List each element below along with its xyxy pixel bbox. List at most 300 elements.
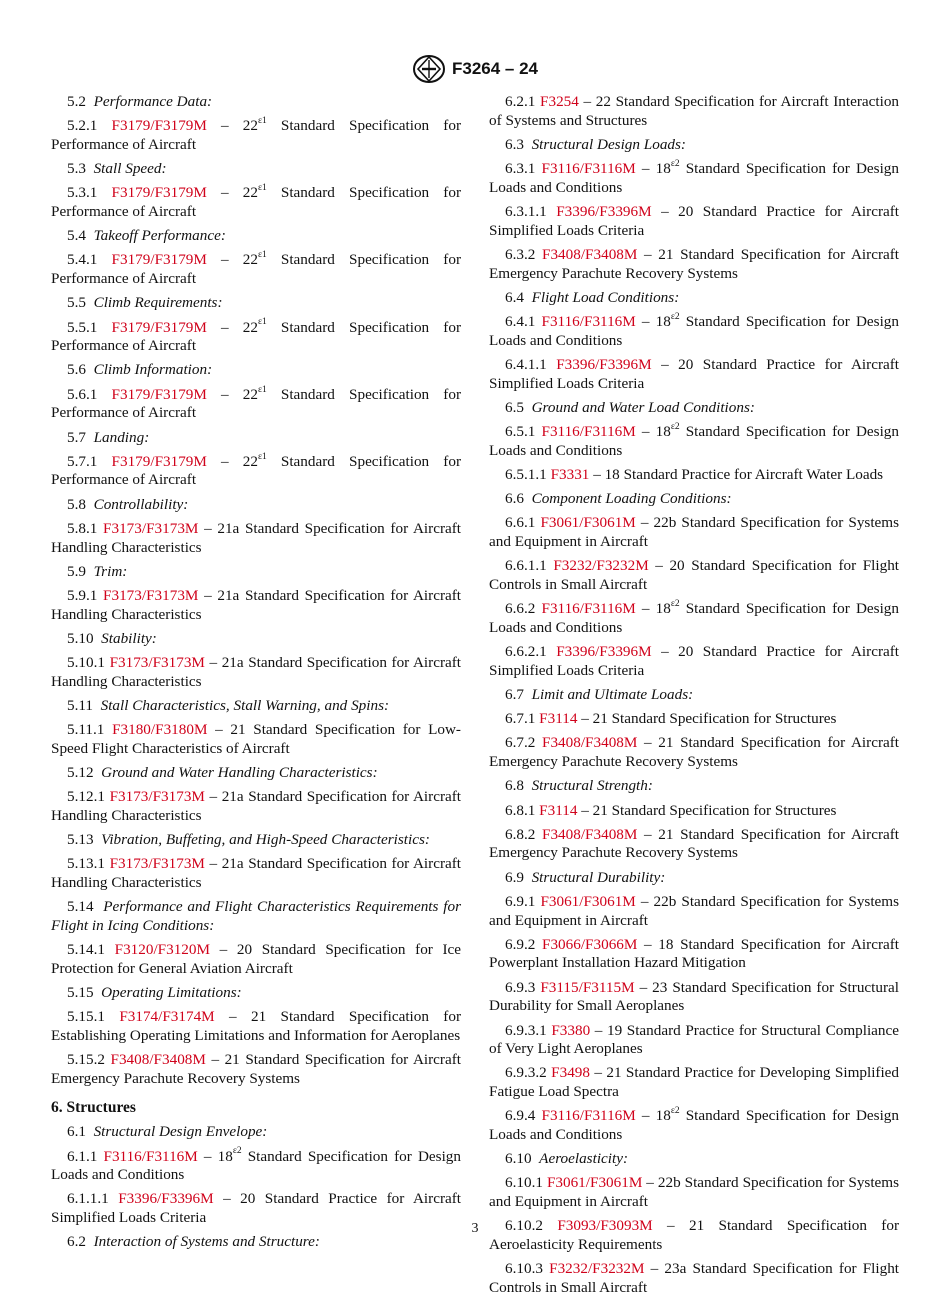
reference-entry: 6.6.2 $F3116/F3116M - 18^{\varepsilon 2}$ Standard Specification for Design Loads and Conditions: [489, 599, 899, 636]
section-number: 5.10.1: [67, 654, 105, 672]
section-number: 5.6.1: [67, 385, 98, 403]
standard-year: 18: [655, 423, 671, 441]
standard-year: 21a: [217, 519, 240, 537]
standard-reference-link[interactable]: F3232/F3232M: [549, 1260, 645, 1278]
standard-year: 18: [655, 1107, 671, 1125]
section-number: 5.4: [67, 227, 86, 245]
standard-year: 22: [242, 251, 258, 269]
section-number: 5.15.2: [67, 1051, 105, 1069]
editorial-superscript: ε1: [257, 183, 267, 194]
section-number: 6.1.1.1: [67, 1190, 109, 1208]
section-number: 6.9: [505, 868, 524, 886]
section-number: 6.4.1.1: [505, 355, 547, 373]
standard-reference-link[interactable]: F3173/F3173M: [109, 788, 205, 806]
editorial-superscript: ε2: [670, 421, 680, 432]
standard-reference-link[interactable]: F3174/F3174M: [119, 1008, 215, 1026]
reference-entry: 6.9.3.1 F3380 – 19 Standard Practice for Structural Compliance of Very Light Aeroplanes: [489, 1021, 899, 1058]
reference-entry: 5.11.1 F3180/F3180M – 21 Standard Specification for Low-Speed Flight Characteristics of Aircraft: [51, 721, 461, 757]
standard-year: 23a: [664, 1260, 687, 1278]
subsection-heading: [51, 1123, 461, 1142]
section-number: 6.3.1: [505, 160, 536, 178]
right-column: [489, 93, 899, 1303]
subsection-heading: [489, 1150, 899, 1169]
standard-year: 21: [658, 825, 674, 843]
standard-year: 21a: [221, 788, 244, 806]
section-number: 5.2.1: [67, 117, 98, 135]
reference-entry: 5.7.1 $F3179/F3179M - 22^{\varepsilon 1}$ Standard Specification for Performance of Aircraft: [51, 451, 462, 489]
reference-entry: 5.14.1 F3120/F3120M – 20 Standard Specification for Ice Protection for General Aviation Aircraft: [51, 941, 462, 977]
subsection-title: Climb Requirements:: [93, 294, 223, 312]
subsection-title: Vibration, Buffeting, and High-Speed Characteristics:: [101, 831, 430, 849]
subsection-title: Structural Design Envelope:: [93, 1123, 268, 1141]
section-number: 5.3.1: [67, 184, 98, 202]
section-number: 6.5: [505, 398, 524, 416]
standard-title: Standard Practice for Aircraft Simplified Loads Criteria: [51, 1190, 462, 1227]
reference-entry: 6.6.2.1 F3396/F3396M – 20 Standard Practice for Aircraft Simplified Loads Criteria: [489, 643, 900, 679]
section-number: 6.1: [67, 1123, 86, 1141]
standard-title: Standard Specification for Design Loads and Conditions: [489, 423, 899, 459]
section-number: 6.6.1: [505, 514, 536, 532]
subsection-title: Stall Characteristics, Stall Warning, and Spins:: [100, 696, 390, 714]
reference-entry: 6.1.1.1 F3396/F3396M – 20 Standard Practice for Aircraft Simplified Loads Criteria: [51, 1190, 462, 1227]
reference-entry: 5.4.1 $F3179/F3179M - 22^{\varepsilon 1}$ Standard Specification for Performance of Aircraft: [51, 250, 462, 288]
reference-entry: 6.3.1.1 F3396/F3396M – 20 Standard Practice for Aircraft Simplified Loads Criteria: [489, 203, 900, 239]
subsection-heading: [51, 496, 461, 515]
section-number: 5.7.1: [67, 452, 98, 470]
standard-title: Standard Specification for Low-Speed Flight Characteristics of Aircraft: [51, 721, 461, 757]
standard-title: Standard Specification for Performance of Aircraft: [51, 184, 462, 221]
section-number: 5.8.1: [67, 519, 98, 537]
standard-title: Standard Specification for Systems and Equipment in Aircraft: [489, 892, 900, 929]
standard-title: Standard Specification for Structures: [611, 801, 837, 819]
subsection-heading: [51, 93, 461, 112]
standard-title: Standard Practice for Structural Compliance of Very Light Aeroplanes: [489, 1021, 899, 1058]
standard-reference-link[interactable]: F3408/F3408M: [542, 734, 638, 752]
reference-entry: 6.10.1 F3061/F3061M – 22b Standard Specification for Systems and Equipment in Aircraft: [489, 1174, 900, 1211]
subsection-title: Component Loading Conditions:: [531, 490, 732, 508]
standard-year: 18: [655, 160, 671, 178]
standard-year: 18: [655, 600, 671, 618]
standard-title: Standard Specification for Systems and Equipment in Aircraft: [489, 1174, 900, 1211]
editorial-superscript: ε2: [232, 1146, 242, 1157]
section-number: 5.15.1: [67, 1008, 105, 1026]
standard-reference-link[interactable]: F3116/F3116M: [541, 313, 636, 331]
standard-reference-link[interactable]: F3396/F3396M: [556, 355, 652, 373]
section-number: 6.8.1: [505, 801, 536, 819]
section-number: 6.7: [505, 685, 524, 703]
standard-year: 20: [240, 1190, 256, 1208]
reference-entry: 5.9.1 F3173/F3173M – 21a Standard Specification for Aircraft Handling Characteristics: [51, 586, 462, 623]
standard-reference-link[interactable]: F3396/F3396M: [556, 643, 652, 661]
standard-year: 18: [655, 313, 671, 331]
standard-title: Standard Specification for Flight Controls in Small Aircraft: [489, 1260, 900, 1296]
section-number: 5.13.1: [67, 855, 105, 873]
subsection-title: Controllability:: [93, 495, 189, 513]
standard-title: Standard Specification for Aircraft Handling Characteristics: [51, 519, 462, 556]
standard-title: Standard Specification for Structures: [611, 710, 837, 728]
subsection-heading: [489, 289, 899, 308]
subsection-title: Flight Load Conditions:: [531, 288, 680, 306]
reference-entry: 5.5.1 $F3179/F3179M - 22^{\varepsilon 1}$ Standard Specification for Performance of Aircraft: [51, 317, 462, 355]
standard-year: 22: [242, 117, 258, 135]
astm-logo-icon: [412, 54, 446, 84]
subsection-title: Structural Design Loads:: [531, 135, 686, 153]
standard-reference-link[interactable]: F3116/F3116M: [541, 423, 636, 441]
section-number: 5.9.1: [67, 586, 98, 604]
editorial-superscript: ε2: [670, 311, 680, 322]
subsection-title: Takeoff Performance:: [93, 227, 226, 245]
left-column: [51, 93, 461, 1258]
subsection-title: Interaction of Systems and Structure:: [93, 1233, 320, 1251]
subsection-heading: [51, 697, 461, 716]
section-number: 5.5.1: [67, 318, 98, 336]
standard-title: Standard Specification for Flight Controls in Small Aircraft: [489, 557, 900, 593]
subsection-heading: [51, 227, 461, 246]
reference-entry: 6.9.3 F3115/F3115M – 23 Standard Specification for Structural Durability for Small Aeroplanes: [489, 978, 900, 1015]
subsection-title: Landing:: [93, 428, 150, 446]
standard-reference-link[interactable]: F3331: [550, 465, 590, 483]
standard-reference-link[interactable]: F3179/F3179M: [111, 184, 207, 202]
reference-entry: 6.3.1 $F3116/F3116M - 18^{\varepsilon 2}$ Standard Specification for Design Loads and Conditions: [489, 159, 899, 196]
standard-year: 20: [669, 557, 685, 575]
section-number: 5.11.1: [67, 721, 105, 739]
subsection-title: Ground and Water Handling Characteristics:: [101, 764, 378, 782]
section-number: 5.14: [67, 898, 94, 916]
section-number: 5.15: [67, 984, 94, 1002]
standard-year: 22b: [657, 1174, 681, 1192]
standard-year: 22: [242, 184, 258, 202]
subsection-heading: [51, 294, 461, 313]
subsection-title: Aeroelasticity:: [539, 1150, 629, 1168]
subsection-title: Structural Strength:: [531, 777, 653, 795]
standard-title: Standard Specification for Aircraft Emergency Parachute Recovery Systems: [489, 734, 900, 771]
section-number: 6.9.3: [505, 978, 536, 996]
section-number: 6.8.2: [505, 825, 536, 843]
section-number: 6.9.3.1: [505, 1021, 547, 1039]
standard-reference-link[interactable]: F3061/F3061M: [546, 1174, 643, 1192]
standard-title: Standard Specification for Aircraft Handling Characteristics: [51, 788, 462, 824]
subsection-heading: [51, 984, 461, 1003]
standard-year: 21: [592, 710, 608, 728]
standard-year: 18: [604, 465, 620, 483]
section-number: 6.9.1: [505, 892, 536, 910]
section-number: 5.5: [67, 294, 86, 312]
document-number: F3264 – 24: [451, 59, 538, 78]
section-number: 5.10: [67, 629, 94, 647]
editorial-superscript: ε2: [670, 599, 680, 610]
section-number: 6.4.1: [505, 313, 536, 331]
standard-year: 18: [217, 1147, 233, 1165]
standard-year: 20: [678, 643, 694, 661]
subsection-title: Climb Information:: [93, 361, 213, 379]
standard-title: Standard Specification for Aircraft Powerplant Installation Hazard Mitigation: [489, 935, 900, 972]
standard-reference-link[interactable]: F3173/F3173M: [103, 519, 199, 537]
section-number: 6.10.3: [505, 1260, 543, 1278]
standard-year: 20: [678, 355, 694, 373]
reference-entry: 5.10.1 F3173/F3173M – 21a Standard Specification for Aircraft Handling Characteristics: [51, 654, 462, 690]
subsection-heading: [489, 777, 899, 796]
page-header: [0, 54, 950, 89]
standard-title: Standard Specification for Design Loads and Conditions: [51, 1147, 461, 1184]
reference-entry: 6.6.1.1 F3232/F3232M – 20 Standard Specification for Flight Controls in Small Aircraft: [489, 557, 900, 593]
standard-title: Standard Practice for Aircraft Water Loads: [623, 465, 884, 483]
subsection-heading: [489, 399, 899, 418]
subsection-heading: [489, 686, 899, 705]
standard-year: 18: [658, 935, 674, 953]
standard-title: Standard Specification for Aeroelasticity Requirements: [489, 1217, 900, 1254]
standard-year: 22b: [653, 514, 677, 532]
standard-year: 21a: [221, 855, 244, 873]
standard-reference-link[interactable]: F3179/F3179M: [111, 385, 207, 403]
standard-title: Standard Specification for Performance of Aircraft: [51, 251, 462, 288]
section-number: 6.3.1.1: [505, 203, 547, 221]
reference-entry: 6.9.4 $F3116/F3116M - 18^{\varepsilon 2}$ Standard Specification for Design Loads and Conditions: [489, 1106, 899, 1144]
editorial-superscript: ε1: [257, 116, 267, 127]
reference-entry: 5.2.1 $F3179/F3179M - 22^{\varepsilon 1}$ Standard Specification for Performance of Aircraft: [51, 116, 462, 153]
standard-title: Standard Specification for Performance of Aircraft: [51, 318, 462, 355]
standard-title: Standard Practice for Aircraft Simplified Loads Criteria: [489, 203, 900, 239]
standard-reference-link[interactable]: F3120/F3120M: [114, 941, 210, 959]
editorial-superscript: ε2: [670, 159, 680, 170]
editorial-superscript: ε1: [257, 384, 267, 395]
standard-title: Standard Specification for Design Loads and Conditions: [489, 313, 899, 349]
section-number: 6.5.1: [505, 423, 536, 441]
standard-year: 20: [678, 203, 694, 221]
standard-title: Standard Specification for Systems and Equipment in Aircraft: [489, 514, 900, 551]
standard-year: 21a: [221, 654, 244, 672]
section-number: 5.8: [67, 495, 86, 513]
standard-title: Standard Specification for Aircraft Handling Characteristics: [51, 586, 462, 623]
reference-entry: 6.7.2 F3408/F3408M – 21 Standard Specification for Aircraft Emergency Parachute Recovery Systems: [489, 734, 900, 771]
standard-title: Standard Specification for Aircraft Handling Characteristics: [51, 654, 462, 690]
standard-reference-link[interactable]: F3173/F3173M: [109, 654, 205, 672]
reference-entry: 6.4.1.1 F3396/F3396M – 20 Standard Practice for Aircraft Simplified Loads Criteria: [489, 355, 900, 392]
standard-year: 21: [658, 734, 674, 752]
editorial-superscript: ε1: [257, 317, 267, 328]
standard-year: 22: [242, 452, 258, 470]
reference-entry: 5.13.1 F3173/F3173M – 21a Standard Specification for Aircraft Handling Characteristics: [51, 855, 462, 892]
standard-year: 22: [242, 318, 258, 336]
standard-reference-link[interactable]: F3114: [539, 710, 578, 728]
standard-title: Standard Specification for Aircraft Emergency Parachute Recovery Systems: [489, 245, 900, 282]
reference-entry: 5.15.2 F3408/F3408M – 21 Standard Specification for Aircraft Emergency Parachute Recovery Systems: [51, 1051, 461, 1087]
standard-year: 21: [688, 1217, 705, 1235]
subsection-heading: [489, 490, 899, 509]
section-number: 6.6.2: [505, 600, 536, 618]
standard-reference-link[interactable]: F3254: [540, 93, 579, 110]
standard-year: 21: [658, 245, 674, 263]
section-number: 6.2.1: [505, 93, 536, 110]
section-number: 5.14.1: [67, 941, 105, 959]
standard-reference-link[interactable]: F3173/F3173M: [109, 855, 205, 873]
section-heading: 6. Structures: [51, 1098, 136, 1116]
section-number: 6.3.2: [505, 245, 536, 263]
reference-entry: 6.8.1 F3114 – 21 Standard Specification for Structures: [505, 801, 837, 819]
standard-reference-link[interactable]: F3179/F3179M: [111, 452, 207, 470]
standard-reference-link[interactable]: F3114: [539, 801, 578, 819]
section-number: 6.7.2: [505, 734, 536, 752]
section-number: 5.13: [67, 831, 94, 849]
subsection-heading: [51, 361, 461, 380]
section-number: 6.8: [505, 777, 524, 795]
subsection-title: Operating Limitations:: [101, 984, 242, 1002]
subsection-title: Performance and Flight Characteristics Requirements for Flight in Icing Conditions:: [51, 898, 461, 935]
section-number: 5.7: [67, 428, 86, 446]
section-number: 5.3: [67, 160, 86, 178]
standard-reference-link[interactable]: F3408/F3408M: [110, 1051, 206, 1069]
reference-entry: 5.12.1 F3173/F3173M – 21a Standard Specification for Aircraft Handling Characteristics: [51, 788, 462, 824]
section-number: 6.5.1.1: [505, 465, 547, 483]
standard-title: Standard Specification for Aircraft Interaction of Systems and Structures: [489, 93, 900, 129]
reference-entry: 6.8.2 F3408/F3408M – 21 Standard Specification for Aircraft Emergency Parachute Recovery Systems: [489, 825, 900, 862]
reference-entry: 6.9.3.2 F3498 – 21 Standard Practice for Developing Simplified Fatigue Load Spectra: [489, 1064, 900, 1101]
reference-entry: 6.1.1 $F3116/F3116M - 18^{\varepsilon 2}$ Standard Specification for Design Loads and Conditions: [51, 1146, 461, 1184]
standard-year: 21: [592, 801, 608, 819]
standard-reference-link[interactable]: F3179/F3179M: [111, 318, 207, 336]
section-number: 5.12.1: [67, 788, 105, 806]
standard-reference-link[interactable]: F3179/F3179M: [111, 251, 207, 269]
standard-year: 23: [652, 978, 668, 996]
reference-entry: 6.9.1 F3061/F3061M – 22b Standard Specification for Systems and Equipment in Aircraft: [489, 892, 900, 929]
standard-reference-link[interactable]: F3380: [551, 1021, 591, 1039]
editorial-superscript: ε1: [257, 250, 267, 261]
subsection-heading: [51, 764, 461, 783]
page-number: 3: [471, 1221, 479, 1236]
standard-reference-link[interactable]: F3408/F3408M: [542, 245, 638, 263]
standard-title: Standard Practice for Developing Simplified Fatigue Load Spectra: [489, 1064, 900, 1101]
standard-reference-link[interactable]: F3061/F3061M: [540, 514, 636, 532]
standard-reference-link[interactable]: F3115/F3115M: [540, 978, 635, 996]
section-number: 5.11: [67, 696, 94, 714]
reference-entry: 6.6.1 F3061/F3061M – 22b Standard Specification for Systems and Equipment in Aircraft: [489, 514, 900, 551]
standard-year: 20: [236, 941, 253, 959]
section-number: 6.4: [505, 288, 524, 306]
subsection-heading: [51, 563, 461, 582]
standard-year: 21: [250, 1008, 267, 1026]
standard-reference-link[interactable]: F3061/F3061M: [540, 892, 636, 910]
standard-year: 22: [595, 93, 611, 110]
section-number: 6.1.1: [67, 1147, 98, 1165]
standard-year: 19: [606, 1021, 623, 1039]
section-number: 6.9.4: [505, 1107, 536, 1125]
standard-title: Standard Practice for Aircraft Simplified Loads Criteria: [489, 643, 900, 679]
section-number: 6.6: [505, 490, 524, 508]
standard-reference-link[interactable]: F3498: [551, 1064, 590, 1082]
standard-reference-link[interactable]: F3396/F3396M: [556, 203, 652, 221]
standard-reference-link[interactable]: F3066/F3066M: [542, 935, 638, 953]
standard-reference-link[interactable]: F3180/F3180M: [112, 721, 208, 739]
editorial-superscript: ε1: [257, 451, 267, 462]
reference-entry: 6.4.1 $F3116/F3116M - 18^{\varepsilon 2}$ Standard Specification for Design Loads and Conditions: [489, 311, 899, 349]
subsection-title: Structural Durability:: [531, 868, 666, 886]
standard-reference-link[interactable]: F3408/F3408M: [542, 825, 638, 843]
subsection-heading: [51, 831, 461, 850]
editorial-superscript: ε2: [670, 1106, 680, 1117]
subsection-heading: [51, 630, 461, 649]
reference-entry: 6.10.3 F3232/F3232M – 23a Standard Specification for Flight Controls in Small Aircraft: [489, 1260, 900, 1296]
reference-entry: 6.5.1.1 F3331 – 18 Standard Practice for Aircraft Water Loads: [505, 465, 884, 483]
standard-title: Standard Specification for Performance of Aircraft: [51, 117, 462, 153]
standard-year: 21: [224, 1051, 240, 1069]
section-number: 6.10.1: [505, 1174, 543, 1192]
standard-year: 21: [606, 1064, 622, 1082]
subsection-title: Stability:: [101, 629, 157, 647]
subsection-heading: [51, 898, 461, 935]
standard-year: 22b: [653, 892, 677, 910]
reference-entry: 5.8.1 F3173/F3173M – 21a Standard Specification for Aircraft Handling Characteristics: [51, 519, 462, 556]
standard-title: Standard Specification for Establishing Operating Limitations and Information for Aeroplanes: [51, 1008, 462, 1045]
standard-title: Standard Specification for Design Loads and Conditions: [489, 1107, 899, 1144]
section-number: 6.3: [505, 135, 524, 153]
section-number: 6.10.2: [505, 1217, 543, 1235]
subsection-title: Limit and Ultimate Loads:: [531, 685, 694, 703]
section-number: 6.9.2: [505, 935, 536, 953]
standard-reference-link[interactable]: F3232/F3232M: [553, 557, 649, 575]
standard-title: Standard Specification for Design Loads and Conditions: [489, 600, 899, 636]
reference-entry: 5.6.1 $F3179/F3179M - 22^{\varepsilon 1}$ Standard Specification for Performance of Aircraft: [51, 384, 462, 422]
section-number: 6.9.3.2: [505, 1064, 547, 1082]
reference-entry: 6.3.2 F3408/F3408M – 21 Standard Specification for Aircraft Emergency Parachute Recovery Systems: [489, 245, 900, 282]
standard-title: Standard Specification for Aircraft Emergency Parachute Recovery Systems: [51, 1051, 461, 1087]
standard-title: Standard Specification for Ice Protection for General Aviation Aircraft: [51, 941, 462, 977]
reference-entry: 6.7.1 F3114 – 21 Standard Specification for Structures: [505, 710, 837, 728]
subsection-title: Stall Speed:: [93, 160, 167, 178]
section-number: 6.6.1.1: [505, 557, 547, 575]
subsection-heading: [489, 869, 899, 888]
subsection-heading: [51, 429, 461, 448]
standard-title: Standard Specification for Aircraft Emergency Parachute Recovery Systems: [489, 825, 900, 862]
reference-entry: 6.10.2 F3093/F3093M – 21 Standard Specification for Aeroelasticity Requirements: [489, 1217, 900, 1254]
standard-reference-link[interactable]: F3116/F3116M: [541, 1107, 636, 1125]
standard-reference-link[interactable]: F3116/F3116M: [103, 1147, 198, 1165]
reference-entry: 6.2.1 F3254 – 22 Standard Specification for Aircraft Interaction of Systems and Structures: [489, 93, 900, 129]
standard-year: 22: [242, 385, 258, 403]
subsection-heading: [489, 136, 899, 155]
section-number: 5.12: [67, 764, 94, 782]
section-number: 5.4.1: [67, 251, 98, 269]
standard-title: Standard Practice for Aircraft Simplified Loads Criteria: [489, 355, 900, 392]
reference-entry: 6.5.1 $F3116/F3116M - 18^{\varepsilon 2}$ Standard Specification for Design Loads and Conditions: [489, 421, 899, 459]
subsection-title: Performance Data:: [93, 93, 213, 110]
section-number: 6.2: [67, 1233, 86, 1251]
standard-reference-link[interactable]: F3179/F3179M: [111, 117, 207, 135]
reference-entry: 5.15.1 F3174/F3174M – 21 Standard Specification for Establishing Operating Limitations and Information for Aeroplanes: [51, 1008, 462, 1045]
subsection-heading: [51, 160, 461, 179]
standard-year: 21a: [217, 586, 240, 604]
subsection-title: Ground and Water Load Conditions:: [531, 398, 755, 416]
standard-reference-link[interactable]: F3116/F3116M: [541, 600, 636, 618]
standard-title: Standard Specification for Aircraft Handling Characteristics: [51, 855, 462, 892]
standard-reference-link[interactable]: F3396/F3396M: [118, 1190, 214, 1208]
section-number: 5.2: [67, 93, 86, 110]
standard-title: Standard Specification for Design Loads and Conditions: [489, 160, 899, 196]
standard-title: Standard Specification for Performance of Aircraft: [51, 452, 462, 489]
standard-title: Standard Specification for Structural Durability for Small Aeroplanes: [489, 978, 900, 1015]
section-number: 6.7.1: [505, 710, 536, 728]
subsection-title: Trim:: [93, 562, 128, 580]
section-number: 6.10: [505, 1150, 532, 1168]
section-number: 6.6.2.1: [505, 643, 547, 661]
standard-reference-link[interactable]: F3173/F3173M: [103, 586, 199, 604]
section-number: 5.6: [67, 361, 86, 379]
standard-reference-link[interactable]: F3116/F3116M: [541, 160, 636, 178]
standard-title: Standard Specification for Performance of Aircraft: [51, 385, 462, 422]
reference-entry: 5.3.1 $F3179/F3179M - 22^{\varepsilon 1}$ Standard Specification for Performance of Aircraft: [51, 183, 462, 221]
standard-reference-link[interactable]: F3093/F3093M: [557, 1217, 653, 1235]
reference-entry: 6.9.2 F3066/F3066M – 18 Standard Specification for Aircraft Powerplant Installation Hazard Mitigation: [489, 935, 900, 972]
section-number: 5.9: [67, 562, 86, 580]
standard-year: 21: [230, 721, 246, 739]
